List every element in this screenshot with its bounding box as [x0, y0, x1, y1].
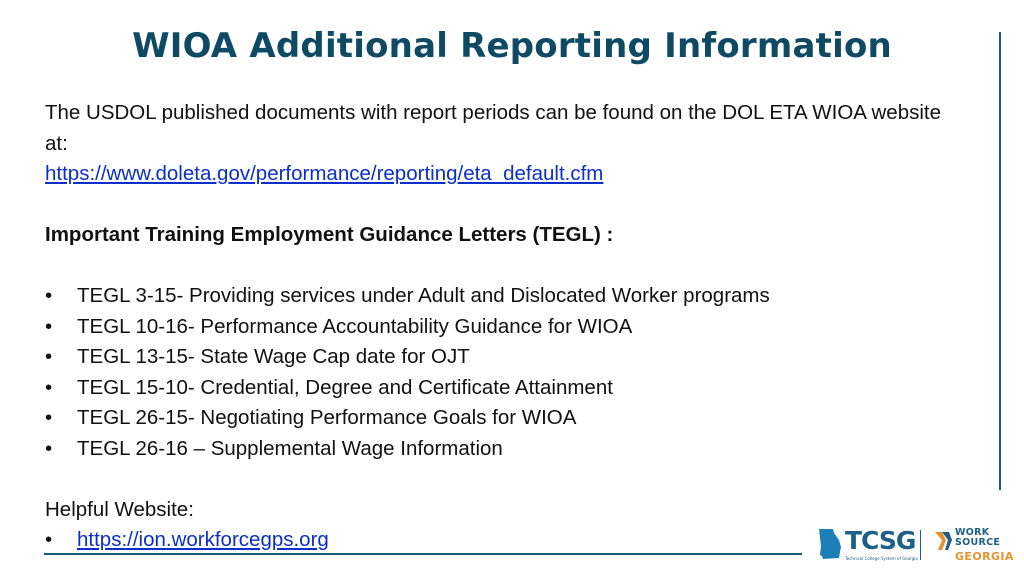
list-item-text: TEGL 26-15- Negotiating Performance Goals for WIOA	[77, 406, 577, 429]
list-item-text: TEGL 15-10- Credential, Degree and Certificate Attainment	[77, 375, 613, 399]
worksource-logo	[933, 528, 1013, 568]
list-item-text: TEGL 10-16- Performance Accountability Guidance for WIOA	[77, 314, 633, 338]
list-item	[45, 342, 945, 373]
bullet-icon: •	[45, 528, 53, 551]
page-title: WIOA Additional Reporting Information	[132, 26, 892, 66]
doleta-link[interactable]: https://www.doleta.gov/performance/reporting/eta_default.cfm	[45, 162, 604, 185]
list-item	[45, 312, 945, 343]
spacer	[45, 251, 945, 282]
bullet-icon: •	[45, 436, 53, 460]
spacer	[45, 190, 945, 221]
slide-body	[45, 98, 945, 556]
list-item	[45, 373, 945, 404]
list-item	[45, 281, 945, 312]
bullet-icon: •	[45, 375, 53, 399]
footer-logos	[815, 524, 1015, 570]
list-item-text: TEGL 13-15- State Wage Cap date for OJT	[77, 345, 470, 368]
bullet-icon: •	[45, 314, 53, 338]
tegl-heading: Important Training Employment Guidance Letters (TEGL) :	[45, 223, 614, 246]
intro-text: The USDOL published documents with report periods can be found on the DOL ETA WIOA website at:	[45, 101, 942, 155]
list-item	[45, 403, 945, 434]
spacer	[45, 464, 945, 495]
bullet-icon: •	[45, 284, 53, 307]
workforcegps-link[interactable]: https://ion.workforcegps.org	[77, 528, 329, 551]
list-item	[45, 434, 945, 465]
worksource-georgia: GEORGIA	[955, 550, 1014, 563]
tegl-list	[45, 281, 945, 464]
worksource-mark-icon	[933, 530, 953, 552]
vertical-rule	[999, 32, 1001, 490]
helpful-list	[45, 525, 945, 556]
list-item-text: TEGL 3-15- Providing services under Adult and Dislocated Worker programs	[77, 284, 770, 307]
georgia-map-icon	[817, 528, 843, 560]
bullet-icon: •	[45, 406, 53, 429]
bullet-icon: •	[45, 345, 53, 368]
list-item-text: TEGL 26-16 – Supplemental Wage Information	[77, 436, 503, 460]
logo-divider	[920, 530, 921, 560]
list-item	[45, 525, 945, 556]
tcsg-wordmark: TCSG	[845, 526, 916, 555]
helpful-heading: Helpful Website:	[45, 497, 194, 521]
worksource-line1: WORK	[955, 527, 990, 538]
tcsg-logo	[815, 526, 918, 566]
tcsg-subtitle: Technical College System of Georgia	[845, 556, 918, 561]
worksource-line2: SOURCE	[955, 537, 1001, 548]
